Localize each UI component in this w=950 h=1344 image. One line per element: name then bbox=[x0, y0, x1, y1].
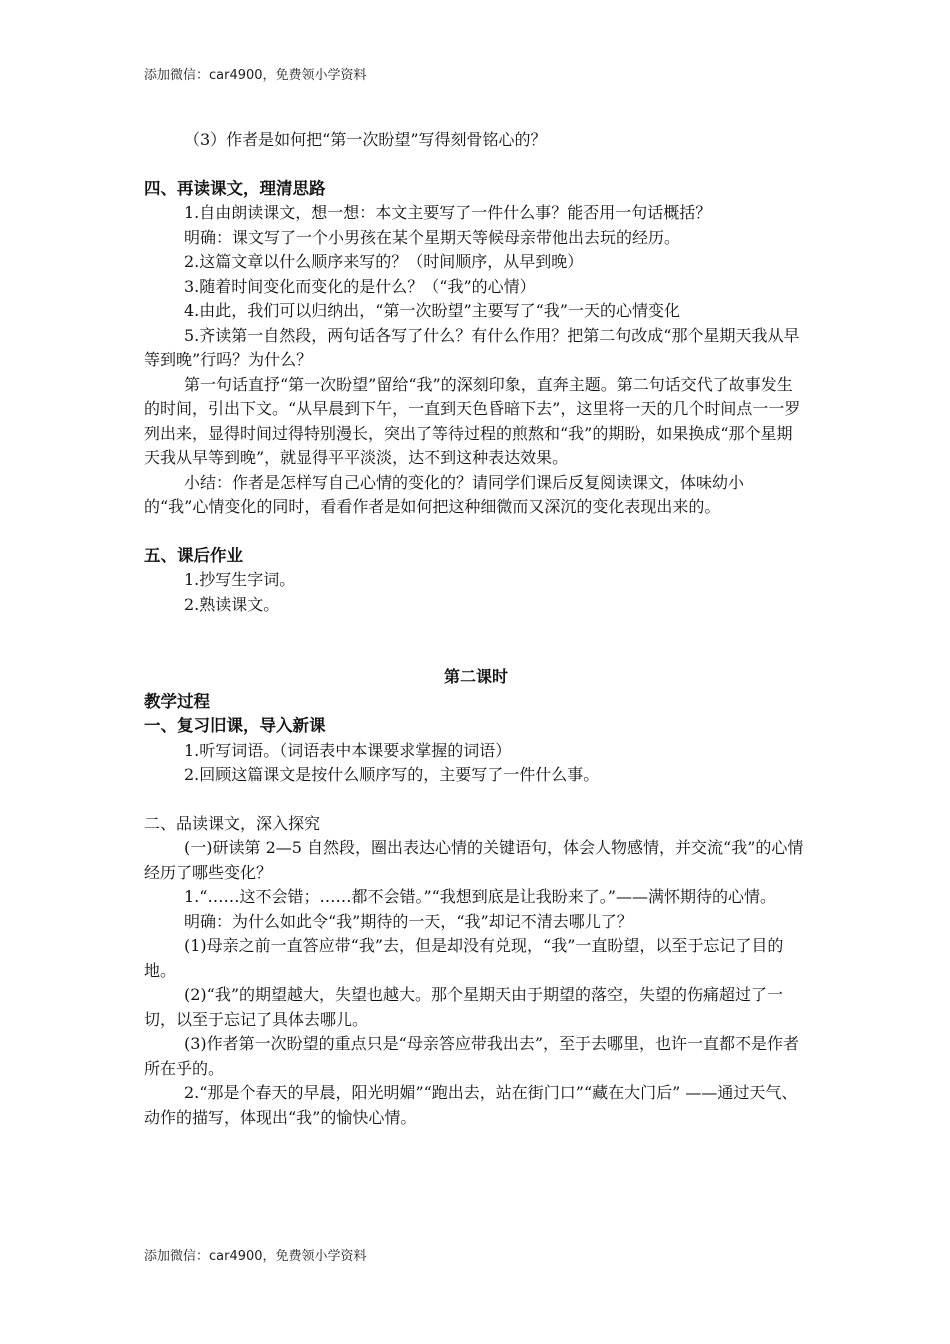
paragraph: 5.齐读第一自然段，两句话各写了什么？有什么作用？把第二句改成“那个星期天我从早等到晚”行吗？为什么？ bbox=[144, 325, 800, 369]
paragraph: 1.自由朗读课文，想一想：本文主要写了一件什么事？能否用一句话概括？ bbox=[184, 203, 712, 222]
page-footer-note: 添加微信：car4900，免费领小学资料 bbox=[144, 1249, 367, 1264]
lesson-title: 第二课时 bbox=[443, 667, 508, 686]
paragraph: 2.回顾这篇课文是按什么顺序写的，主要写了一件什么事。 bbox=[184, 765, 600, 784]
paragraph: 1.听写词语。（词语表中本课要求掌握的词语） bbox=[184, 740, 512, 760]
paragraph: 明确：为什么如此令“我”期待的一天，“我”却记不清去哪儿了？ bbox=[184, 911, 633, 931]
paragraph: 4.由此，我们可以归纳出，“第一次盼望”主要写了“我”一天的心情变化 bbox=[184, 301, 680, 320]
paragraph: 3.随着时间变化而变化的是什么？（“我”的心情） bbox=[184, 276, 536, 296]
section-heading-2: 二、品读课文，深入探究 bbox=[144, 813, 321, 833]
paragraph: 1.抄写生字词。 bbox=[184, 570, 296, 589]
paragraph: 小结：作者是怎样写自己心情的变化的？请同学们课后反复阅读课文，体味幼小的“我”心情变化的同时，看看作者是如何把这种细微而又深沉的变化表现出来的。 bbox=[144, 472, 745, 516]
process-heading: 教学过程 bbox=[144, 691, 210, 711]
paragraph: (3)作者第一次盼望的重点只是“母亲答应带我出去”，至于去哪里，也许一直都不是作者所在乎的。 bbox=[144, 1034, 800, 1078]
document-body bbox=[144, 128, 808, 1130]
paragraph: （3）作者是如何把“第一次盼望”写得刻骨铭心的？ bbox=[184, 130, 547, 149]
paragraph: 2.这篇文章以什么顺序来写的？（时间顺序，从早到晚） bbox=[184, 252, 584, 271]
section-heading-1: 一、复习旧课，导入新课 bbox=[144, 716, 326, 735]
paragraph: 2.熟读课文。 bbox=[184, 594, 280, 614]
paragraph: 明确：课文写了一个小男孩在某个星期天等候母亲带他出去玩的经历。 bbox=[184, 227, 681, 247]
paragraph: (一)研读第 2—5 自然段，圈出表达心情的关键语句，体会人物感情，并交流“我”的心情经历了哪些变化？ bbox=[144, 838, 804, 882]
paragraph: 1.“……这不会错；……都不会错。”“我想到底是让我盼来了。”——满怀期待的心情。 bbox=[184, 887, 776, 906]
section-heading-4: 四、再读课文，理清思路 bbox=[144, 178, 326, 198]
paragraph: (1)母亲之前一直答应带“我”去，但是却没有兑现，“我”一直盼望，以至于忘记了目的地。 bbox=[144, 936, 784, 980]
paragraph: 2.“那是个春天的早晨，阳光明媚”“跑出去，站在街门口”“藏在大门后” ——通过天气、动作的描写，体现出“我”的愉快心情。 bbox=[144, 1083, 798, 1127]
page-header-note: 添加微信：car4900，免费领小学资料 bbox=[144, 68, 367, 83]
paragraph: (2)“我”的期望越大，失望也越大。那个星期天由于期望的落空，失望的伤痛超过了一切，以至于忘记了具体去哪儿。 bbox=[144, 985, 784, 1029]
paragraph: 第一句话直抒“第一次盼望”留给“我”的深刻印象，直奔主题。第二句话交代了故事发生的时间，引出下文。“从早晨到下午，一直到天色昏暗下去”，这里将一天的几个时间点一一罗列出来，显得时间过得特别漫长，突出了等待过程的煎熬和“我”的期盼，如果换成“那个星期天我从早等到晚”，就显得平平淡淡，达不到这种表达效果。 bbox=[144, 374, 801, 467]
section-heading-5: 五、课后作业 bbox=[144, 545, 243, 565]
